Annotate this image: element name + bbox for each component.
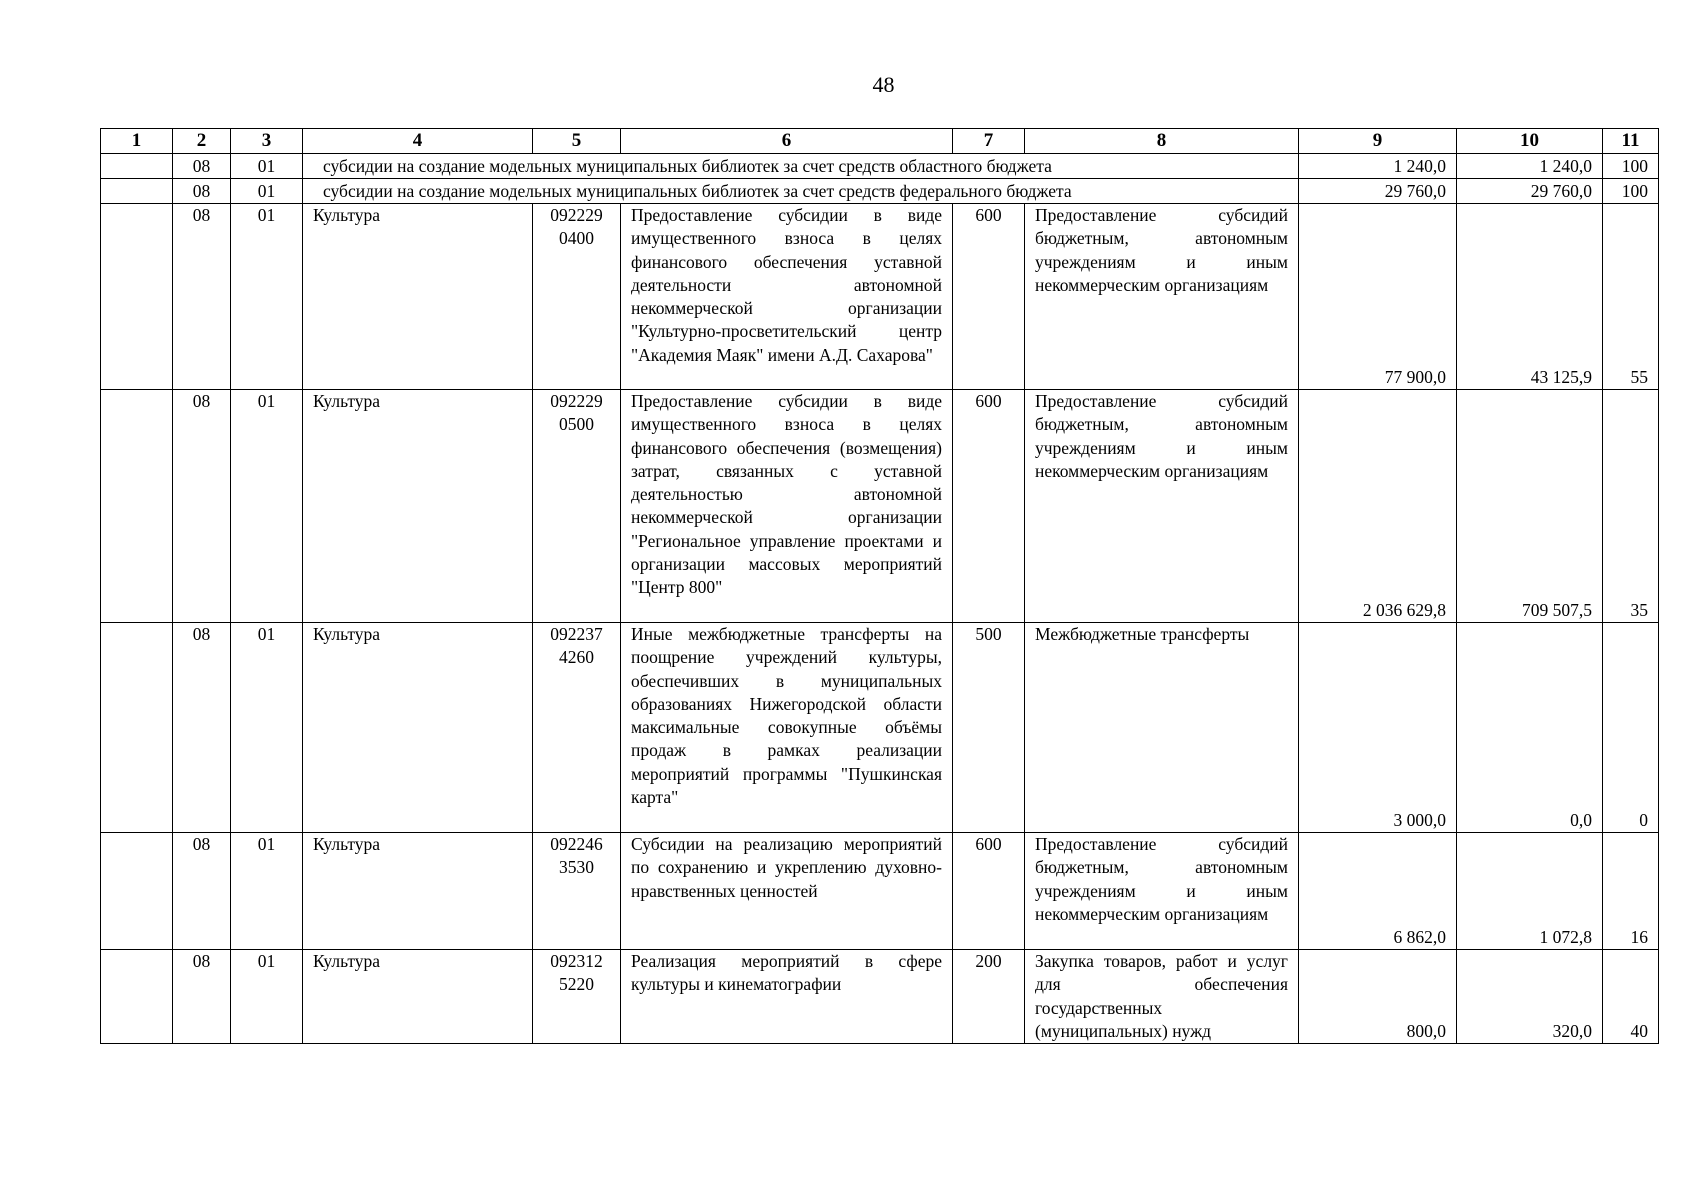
target-code-part: 5220 — [559, 974, 594, 995]
plan-amount: 29 760,0 — [1299, 179, 1457, 204]
expense-type-code: 200 — [953, 950, 1025, 1044]
expense-type-code: 600 — [953, 390, 1025, 623]
target-code-part: 3530 — [559, 857, 594, 878]
expense-type-name: Предоставление субсидий бюджетным, автономным учреждениям и иным некоммерческим организациям — [1025, 390, 1299, 623]
actual-amount: 29 760,0 — [1457, 179, 1603, 204]
target-code-part: 092237 — [550, 624, 603, 644]
actual-amount: 1 072,8 — [1457, 833, 1603, 950]
target-code-part: 092312 — [550, 951, 603, 971]
actual-amount: 0,0 — [1457, 623, 1603, 833]
table-cell — [101, 833, 173, 950]
section-code: 08 — [173, 833, 231, 950]
expense-type-name: Предоставление субсидий бюджетным, автономным учреждениям и иным некоммерческим организациям — [1025, 833, 1299, 950]
table-row — [101, 623, 1659, 833]
expense-type-name: Межбюджетные трансферты — [1025, 623, 1299, 833]
budget-table — [100, 128, 1659, 1044]
section-name: Культура — [303, 204, 533, 390]
table-row — [101, 833, 1659, 950]
expense-description: Иные межбюджетные трансферты на поощрение учреждений культуры, обеспечивших в муниципальных образованиях Нижегородской области максимальные совокупные объёмы продаж в рамках реализации мероприятий программы "Пушкинская карта" — [621, 623, 953, 833]
percent-value: 40 — [1603, 950, 1659, 1044]
table-row — [101, 950, 1659, 1044]
column-header: 2 — [173, 129, 231, 154]
target-code-part: 092229 — [550, 391, 603, 411]
column-header: 11 — [1603, 129, 1659, 154]
actual-amount: 43 125,9 — [1457, 204, 1603, 390]
subsidy-description: субсидии на создание модельных муниципальных библиотек за счет средств областного бюджета — [303, 154, 1299, 179]
target-code — [533, 623, 621, 833]
table-cell — [101, 950, 173, 1044]
plan-amount: 1 240,0 — [1299, 154, 1457, 179]
subsidy-description: субсидии на создание модельных муниципальных библиотек за счет средств федерального бюджета — [303, 179, 1299, 204]
expense-type-name: Закупка товаров, работ и услуг для обеспечения государственных (муниципальных) нужд — [1025, 950, 1299, 1044]
column-header: 10 — [1457, 129, 1603, 154]
target-code-part: 0500 — [559, 414, 594, 435]
target-code — [533, 950, 621, 1044]
subsection-code: 01 — [231, 833, 303, 950]
plan-amount: 6 862,0 — [1299, 833, 1457, 950]
table-cell — [101, 623, 173, 833]
column-header: 8 — [1025, 129, 1299, 154]
target-code — [533, 390, 621, 623]
subsidy-row — [101, 179, 1659, 204]
subsection-code: 01 — [231, 390, 303, 623]
actual-amount: 709 507,5 — [1457, 390, 1603, 623]
section-name: Культура — [303, 950, 533, 1044]
expense-type-code: 600 — [953, 833, 1025, 950]
percent-value: 100 — [1603, 179, 1659, 204]
percent-value: 16 — [1603, 833, 1659, 950]
section-code: 08 — [173, 623, 231, 833]
subsection-code: 01 — [231, 179, 303, 204]
subsection-code: 01 — [231, 623, 303, 833]
expense-description: Предоставление субсидии в виде имущественного взноса в целях финансового обеспечения уставной деятельности автономной некоммерческой организации "Культурно-просветительский центр "Академия Маяк" имени А.Д. Сахарова" — [621, 204, 953, 390]
target-code — [533, 204, 621, 390]
target-code-part: 4260 — [559, 647, 594, 668]
percent-value: 35 — [1603, 390, 1659, 623]
subsection-code: 01 — [231, 154, 303, 179]
table-cell — [101, 154, 173, 179]
column-header: 6 — [621, 129, 953, 154]
section-name: Культура — [303, 833, 533, 950]
section-name: Культура — [303, 390, 533, 623]
table-cell — [101, 179, 173, 204]
column-header: 9 — [1299, 129, 1457, 154]
column-header: 7 — [953, 129, 1025, 154]
subsection-code: 01 — [231, 950, 303, 1044]
expense-type-code: 600 — [953, 204, 1025, 390]
column-header: 3 — [231, 129, 303, 154]
percent-value: 0 — [1603, 623, 1659, 833]
column-header: 1 — [101, 129, 173, 154]
section-name: Культура — [303, 623, 533, 833]
expense-description: Предоставление субсидии в виде имущественного взноса в целях финансового обеспечения (возмещения) затрат, связанных с уставной деятельностью автономной некоммерческой организации "Региональное управление проектами и организации массовых мероприятий "Центр 800" — [621, 390, 953, 623]
column-header: 4 — [303, 129, 533, 154]
target-code — [533, 833, 621, 950]
target-code-part: 0400 — [559, 228, 594, 249]
target-code-part: 092246 — [550, 834, 603, 854]
header-row — [101, 129, 1659, 154]
section-code: 08 — [173, 390, 231, 623]
expense-type-name: Предоставление субсидий бюджетным, автономным учреждениям и иным некоммерческим организациям — [1025, 204, 1299, 390]
percent-value: 55 — [1603, 204, 1659, 390]
target-code-part: 092229 — [550, 205, 603, 225]
section-code: 08 — [173, 179, 231, 204]
table-cell — [101, 390, 173, 623]
plan-amount: 77 900,0 — [1299, 204, 1457, 390]
section-code: 08 — [173, 154, 231, 179]
plan-amount: 2 036 629,8 — [1299, 390, 1457, 623]
subsidy-row — [101, 154, 1659, 179]
subsection-code: 01 — [231, 204, 303, 390]
section-code: 08 — [173, 950, 231, 1044]
column-header: 5 — [533, 129, 621, 154]
plan-amount: 3 000,0 — [1299, 623, 1457, 833]
expense-description: Реализация мероприятий в сфере культуры и кинематографии — [621, 950, 953, 1044]
table-cell — [101, 204, 173, 390]
expense-description: Субсидии на реализацию мероприятий по сохранению и укреплению духовно-нравственных ценностей — [621, 833, 953, 950]
table-row — [101, 204, 1659, 390]
table-row — [101, 390, 1659, 623]
page-number: 48 — [872, 72, 895, 97]
percent-value: 100 — [1603, 154, 1659, 179]
actual-amount: 320,0 — [1457, 950, 1603, 1044]
actual-amount: 1 240,0 — [1457, 154, 1603, 179]
section-code: 08 — [173, 204, 231, 390]
plan-amount: 800,0 — [1299, 950, 1457, 1044]
expense-type-code: 500 — [953, 623, 1025, 833]
